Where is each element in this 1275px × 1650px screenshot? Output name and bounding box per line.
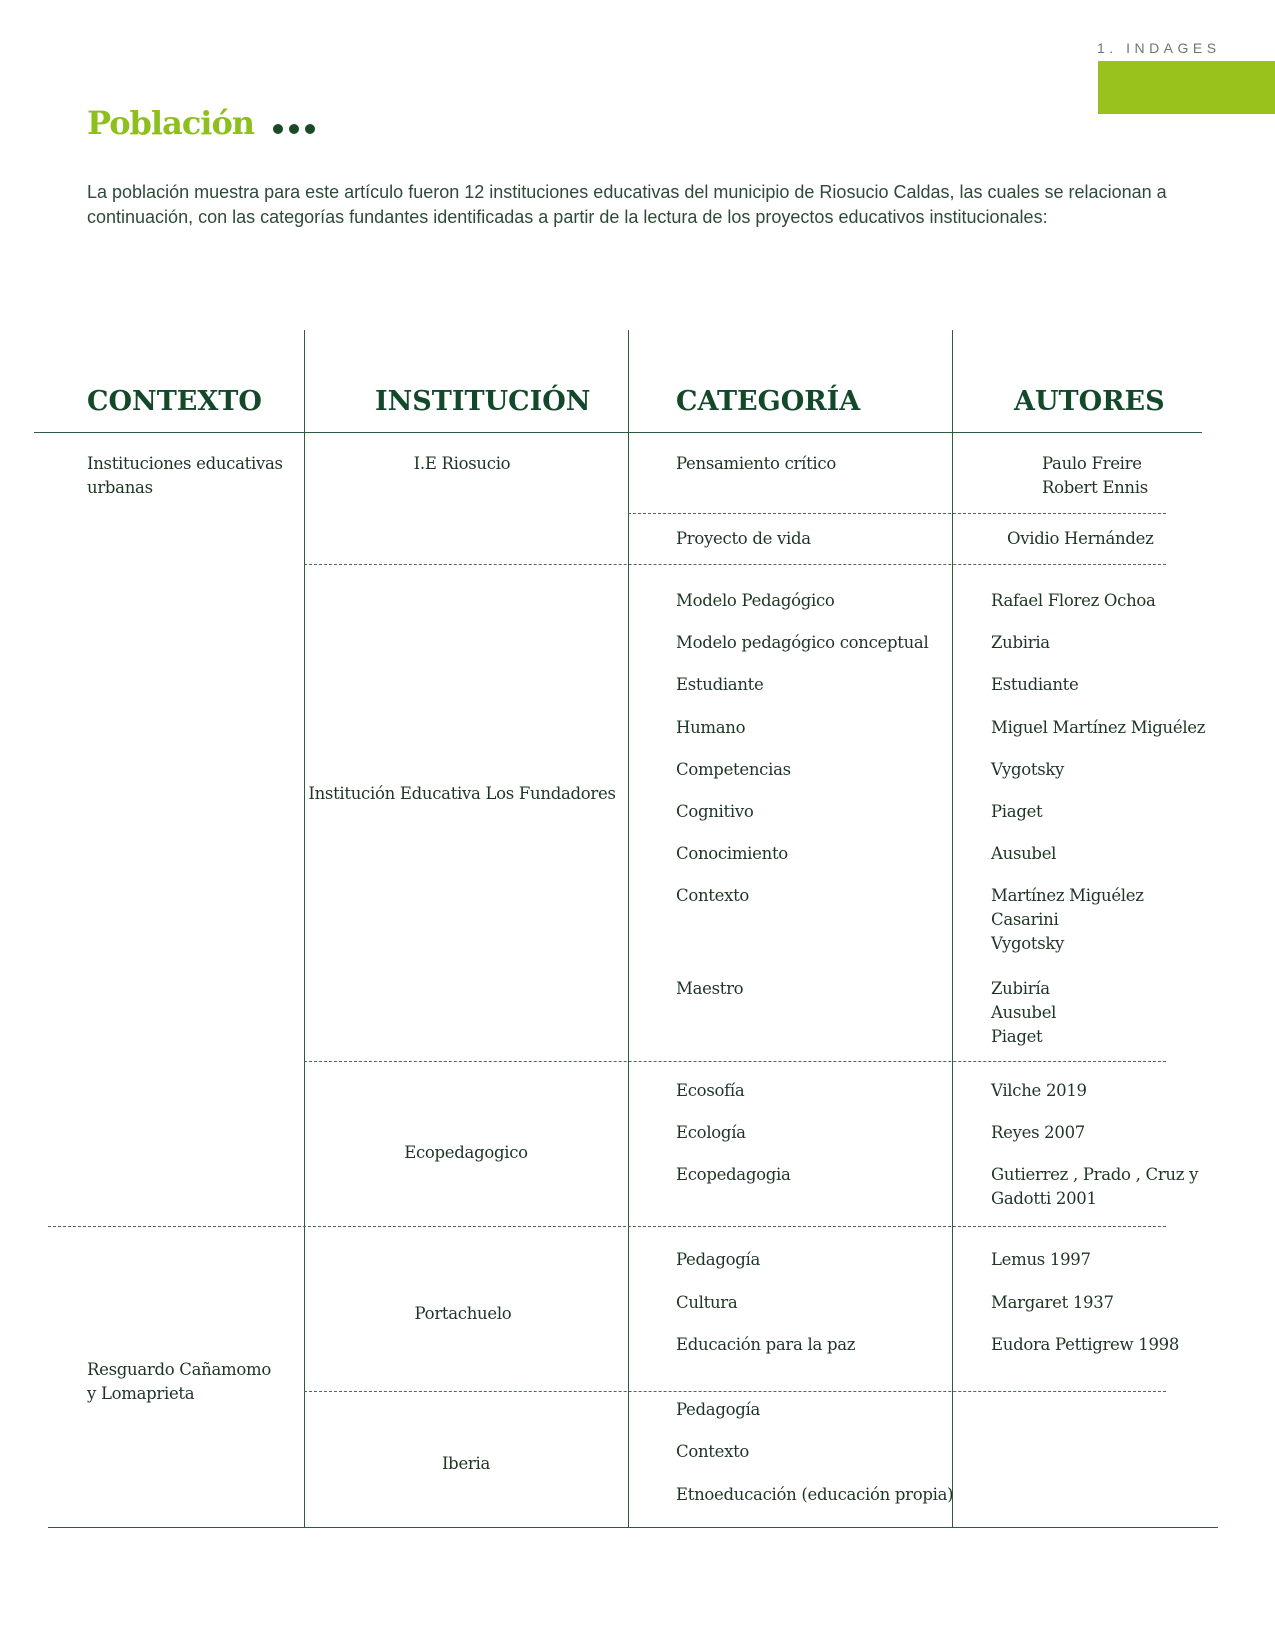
category-cell: Proyecto de vida xyxy=(676,529,811,548)
category-cell: Pedagogía xyxy=(676,1250,760,1269)
header-autores: AUTORES xyxy=(1014,386,1165,417)
category-cell: Ecosofía xyxy=(676,1081,745,1100)
institution-cell: Iberia xyxy=(441,1454,491,1473)
category-cell: Contexto xyxy=(676,1442,750,1461)
author-cell: Paulo Freire Robert Ennis xyxy=(1042,454,1148,497)
institution-cell: Portachuelo xyxy=(414,1304,512,1323)
category-cell: Competencias xyxy=(676,760,791,779)
header-categoria: CATEGORÍA xyxy=(676,386,861,417)
author-cell: Estudiante xyxy=(991,675,1079,694)
author-cell: Lemus 1997 xyxy=(991,1250,1091,1269)
author-cell: Zubiria xyxy=(991,633,1050,652)
category-cell: Pensamiento crítico xyxy=(676,454,836,473)
author-cell: Vilche 2019 xyxy=(991,1081,1087,1100)
category-cell: Maestro xyxy=(676,979,744,998)
institution-cell: Institución Educativa Los Fundadores xyxy=(308,784,616,803)
context-cell: Instituciones educativas urbanas xyxy=(87,454,283,497)
category-cell: Etnoeducación (educación propia) xyxy=(676,1485,954,1504)
author-cell: Reyes 2007 xyxy=(991,1123,1085,1142)
category-cell: Conocimiento xyxy=(676,844,788,863)
intro-paragraph: La población muestra para este artículo fueron 12 instituciones educativas del municipio de Riosucio Caldas, las cuales se relacionan a continuación, con las categorías fundantes identificadas a partir de la lectura de los proyectos educativos institucionales: xyxy=(87,182,1167,227)
author-cell: Ovidio Hernández xyxy=(1007,529,1154,548)
category-cell: Estudiante xyxy=(676,675,764,694)
category-cell: Ecopedagogia xyxy=(676,1165,791,1184)
author-cell: Ausubel xyxy=(991,844,1057,863)
author-cell: Eudora Pettigrew 1998 xyxy=(991,1335,1180,1354)
author-cell: Rafael Florez Ochoa xyxy=(991,591,1156,610)
institution-cell: Ecopedagogico xyxy=(404,1143,528,1162)
header-institucion: INSTITUCIÓN xyxy=(375,386,591,417)
header-contexto: CONTEXTO xyxy=(87,386,262,417)
category-cell: Pedagogía xyxy=(676,1400,760,1419)
institution-cell: I.E Riosucio xyxy=(413,454,511,473)
category-cell: Humano xyxy=(676,718,746,737)
author-cell: Margaret 1937 xyxy=(991,1293,1114,1312)
section-title: Población xyxy=(87,104,255,142)
category-cell: Contexto xyxy=(676,886,750,905)
category-cell: Ecología xyxy=(676,1123,746,1142)
category-cell: Cognitivo xyxy=(676,802,754,821)
author-cell: Piaget xyxy=(991,802,1043,821)
category-cell: Modelo pedagógico conceptual xyxy=(676,633,929,652)
author-cell: Miguel Martínez Miguélez xyxy=(991,718,1206,737)
author-cell: Martínez Miguélez Casarini Vygotsky xyxy=(991,886,1144,953)
running-head: 1. INDAGES xyxy=(1097,40,1221,56)
category-cell: Cultura xyxy=(676,1293,738,1312)
author-cell: Gutierrez , Prado , Cruz y Gadotti 2001 xyxy=(991,1165,1199,1208)
author-cell: Zubiría Ausubel Piaget xyxy=(991,979,1057,1046)
dots-ornament-icon xyxy=(273,124,315,134)
context-cell: Resguardo Cañamomo y Lomaprieta xyxy=(87,1360,271,1403)
category-cell: Modelo Pedagógico xyxy=(676,591,835,610)
category-cell: Educación para la paz xyxy=(676,1335,856,1354)
author-cell: Vygotsky xyxy=(991,760,1065,779)
green-tab-decoration xyxy=(1098,61,1275,114)
